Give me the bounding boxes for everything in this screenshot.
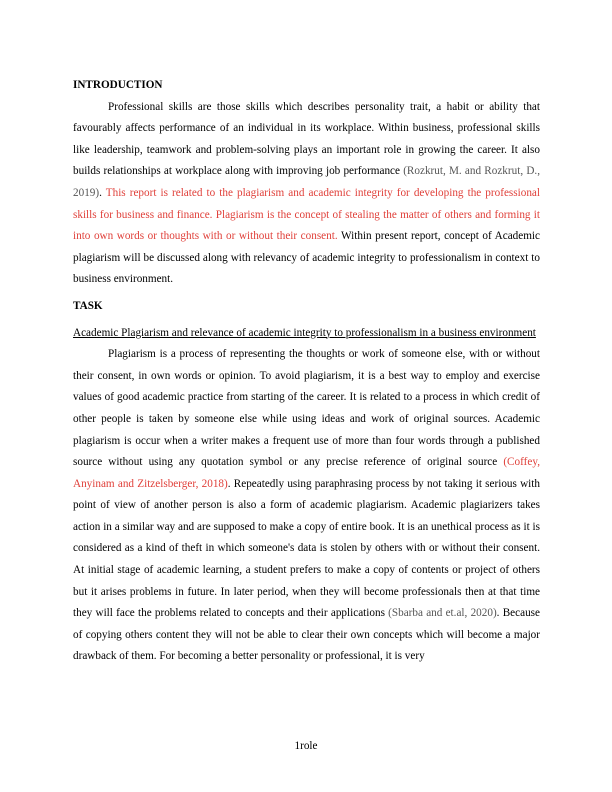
body-text-2: . Repeatedly using paraphrasing process by not taking it serious with point of view of another person is also a form of academic plagiarism. Academic plagiarizers takes action in a similar way and are supposed to make a copy of entire book. It is an unethical process as it is considered as a kind of theft in which someone's data is stolen by others with or without their consent. At initial stage of academic learning, a student prefers to make a copy of contents or project of others but it arises problems in future. In later period, when they will become professionals then at that time they will face the problems related to concepts and their applications	[73, 477, 540, 620]
intro-text-1: Professional skills are those skills which describes personality trait, a habit or ability that favourably affects performance of an individual in its workplace. Within business, professional skills like leadership, teamwork and problem-solving plays an important role in growing the career. It also builds relationships at workplace along with improving job performance	[73, 100, 540, 178]
intro-citation: (Rozkrut, M. and Rozkrut, D., 2019)	[73, 165, 540, 199]
body-citation-2: (Sbarba and et.al, 2020)	[388, 607, 497, 620]
intro-text-2: .	[99, 186, 106, 199]
body-citation-1: (Coffey, Anyinam and Zitzelsberger, 2018)	[73, 456, 540, 490]
page-footer: 1role	[294, 740, 318, 752]
task-heading: TASK	[73, 299, 103, 312]
body-text-1: Plagiarism is a process of representing the thoughts or work of someone else, with or without their consent, in own words or opinion. To avoid plagiarism, it is a best way to employ and exercise values of good academic practice from starting of the career. It is related to a process in which credit of other people is taken by someone else while using ideas and work of original sources. Academic plagiarism is occur when a writer makes a frequent use of more than four words through a published source without using any quotation symbol or any precise reference of original source	[73, 348, 540, 469]
intro-text-3: Within present report, concept of Academic plagiarism will be discussed along with relevancy of academic integrity to professionalism in context to business environment.	[73, 230, 540, 286]
introduction-heading: INTRODUCTION	[73, 79, 163, 91]
body-text-3: . Because of copying others content they will not be able to clear their own concepts which will become a major drawback of them. For becoming a better personality or professional, it is very	[73, 607, 540, 663]
subheading-line-2: environment	[479, 326, 536, 339]
introduction-paragraph	[73, 97, 540, 291]
intro-highlighted-text: This report is related to the plagiarism and academic integrity for developing the professional skills for business and finance. Plagiarism is the concept of stealing the matter of others and forming it into own words or thoughts with or without their consent.	[73, 186, 540, 243]
page-body	[73, 75, 540, 668]
body-paragraph	[73, 344, 540, 668]
section-subheading	[73, 323, 540, 345]
subheading-line-1: Academic Plagiarism and relevance of academic integrity to professionalism in a business	[73, 326, 477, 339]
